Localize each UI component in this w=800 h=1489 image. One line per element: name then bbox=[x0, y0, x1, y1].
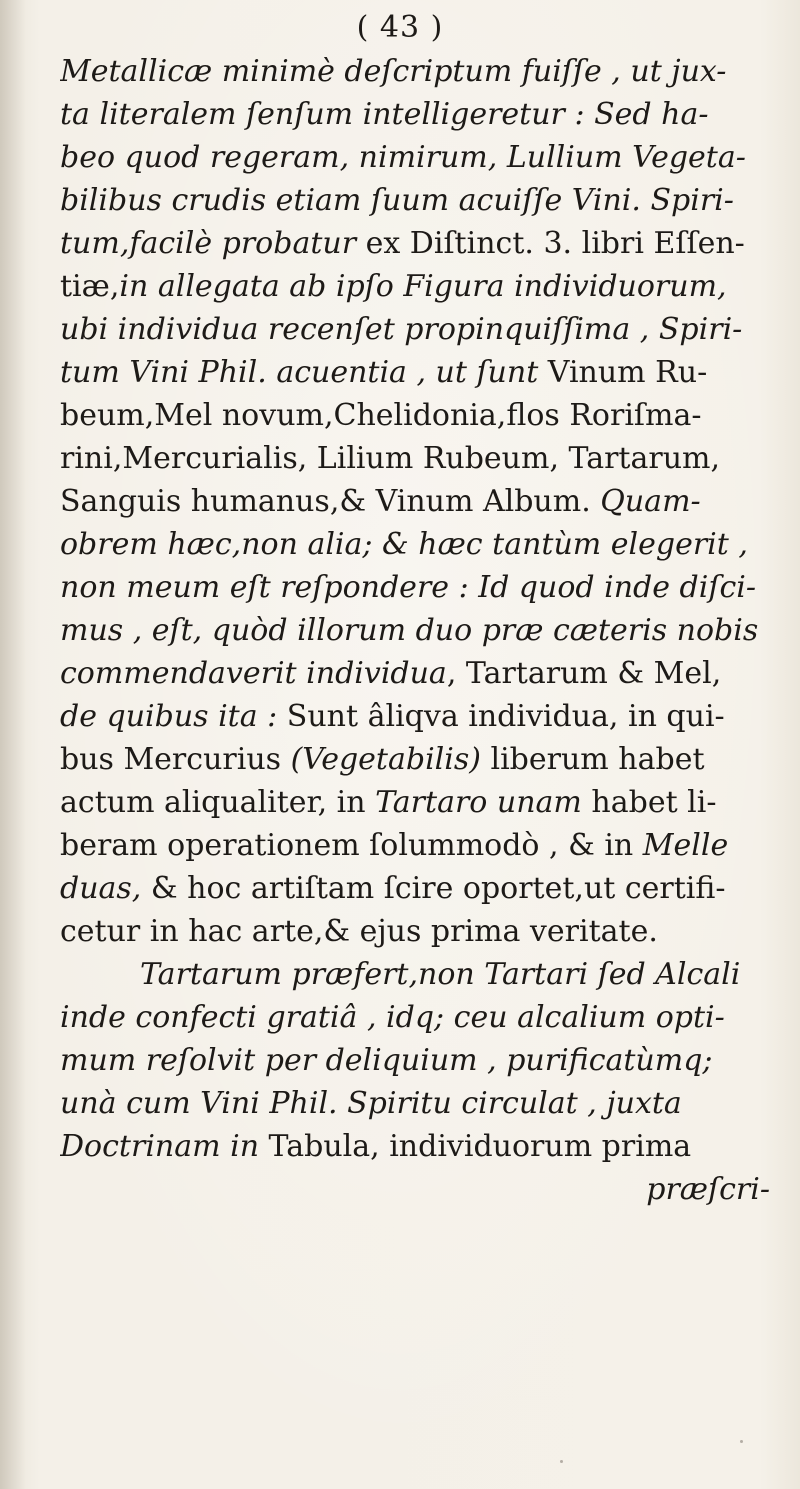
text-segment: non meum eſt reſpondere : Id quod inde diſci- bbox=[60, 570, 756, 605]
text-segment: in allegata ab ipſo Figura individuorum, bbox=[119, 269, 727, 304]
text-segment: , Tartarum & Mel, bbox=[446, 656, 722, 691]
text-segment: tum,facilè probatur bbox=[60, 226, 357, 261]
text-segment: Quam- bbox=[600, 484, 701, 519]
text-segment: Sanguis humanus,& Vinum Album. bbox=[60, 484, 601, 519]
text-line bbox=[60, 738, 770, 781]
text-line bbox=[60, 996, 770, 1039]
text-line bbox=[60, 265, 770, 308]
text-segment: & hoc artiſtam ſcire oportet,ut certifi- bbox=[141, 871, 726, 906]
text-line bbox=[60, 394, 770, 437]
text-segment: bilibus crudis etiam ſuum acuiſſe Vini. Spiri- bbox=[60, 183, 734, 218]
text-segment: liberum habet bbox=[480, 742, 705, 777]
text-line bbox=[60, 523, 770, 566]
text-segment: mum reſolvit per deliquium , purificatùmq; bbox=[60, 1043, 713, 1078]
text-segment: ubi individua recenſet propinquiſſima , Spiri- bbox=[60, 312, 743, 347]
text-line bbox=[60, 910, 770, 953]
text-line bbox=[60, 480, 770, 523]
text-line bbox=[60, 308, 770, 351]
text-line bbox=[60, 50, 770, 93]
text-segment: mus , eſt, quòd illorum duo præ cæteris nobis bbox=[60, 613, 759, 648]
text-line bbox=[60, 351, 770, 394]
text-line bbox=[60, 1125, 770, 1168]
text-segment: (Vegetabilis) bbox=[290, 742, 481, 777]
text-segment: Tartarum præfert,non Tartari ſed Alcali bbox=[140, 957, 741, 992]
text-line bbox=[60, 781, 770, 824]
text-segment: commendaverit individua bbox=[60, 656, 447, 691]
text-line bbox=[60, 652, 770, 695]
text-segment: obrem hæc,non alia; & hæc tantùm elegerit , bbox=[60, 527, 748, 562]
text-line bbox=[60, 1082, 770, 1125]
text-segment: ta literalem ſenſum intelligeretur : Sed ha- bbox=[60, 97, 709, 132]
body-text bbox=[60, 50, 770, 1211]
page-number: ( 43 ) bbox=[356, 10, 444, 45]
text-line bbox=[60, 695, 770, 738]
text-segment: bus Mercurius bbox=[60, 742, 291, 777]
gutter-shadow bbox=[0, 0, 26, 1489]
text-segment: Doctrinam in bbox=[60, 1129, 260, 1164]
text-segment: actum aliqualiter, in bbox=[60, 785, 376, 820]
catchword: præſcri- bbox=[646, 1172, 770, 1207]
text-segment: inde confecti gratiâ , idq; ceu alcalium opti- bbox=[60, 1000, 725, 1035]
text-segment: Tabula, individuorum prima bbox=[259, 1129, 692, 1164]
text-line bbox=[60, 93, 770, 136]
text-segment: Metallicæ minimè deſcriptum fuiſſe , ut jux- bbox=[60, 54, 727, 89]
text-line bbox=[60, 609, 770, 652]
text-segment: Melle bbox=[642, 828, 729, 863]
text-line bbox=[60, 437, 770, 480]
text-segment: cetur in hac arte,& ejus prima veritate. bbox=[60, 914, 658, 949]
paper-speck bbox=[740, 1440, 743, 1443]
text-segment: ex Diſtinct. 3. libri Eſſen- bbox=[356, 226, 745, 261]
text-segment: beum,Mel novum,Chelidonia,flos Roriſma- bbox=[60, 398, 702, 433]
text-line bbox=[60, 179, 770, 222]
text-segment: duas, bbox=[60, 871, 142, 906]
text-segment: tum Vini Phil. acuentia , ut ſunt bbox=[60, 355, 539, 390]
text-segment: Tartaro unam bbox=[375, 785, 582, 820]
text-line bbox=[60, 824, 770, 867]
text-line bbox=[60, 136, 770, 179]
text-segment: unà cum Vini Phil. Spiritu circulat , juxta bbox=[60, 1086, 682, 1121]
text-segment: habet li- bbox=[581, 785, 717, 820]
paper-speck bbox=[560, 1460, 563, 1463]
text-segment: de quibus ita : bbox=[60, 699, 278, 734]
text-line bbox=[60, 953, 770, 996]
text-line bbox=[60, 566, 770, 609]
text-segment: rini,Mercurialis, Lilium Rubeum, Tartarum, bbox=[60, 441, 721, 476]
text-line bbox=[60, 1039, 770, 1082]
text-line bbox=[60, 867, 770, 910]
text-segment: beram operationem ſolummodò , & in bbox=[60, 828, 643, 863]
text-line bbox=[60, 222, 770, 265]
text-segment: Vinum Ru- bbox=[538, 355, 708, 390]
text-segment: tiæ, bbox=[60, 269, 120, 304]
text-segment: beo quod regeram, nimirum, Lullium Vegeta- bbox=[60, 140, 746, 175]
text-segment: Sunt âliqva individua, in qui- bbox=[277, 699, 725, 734]
